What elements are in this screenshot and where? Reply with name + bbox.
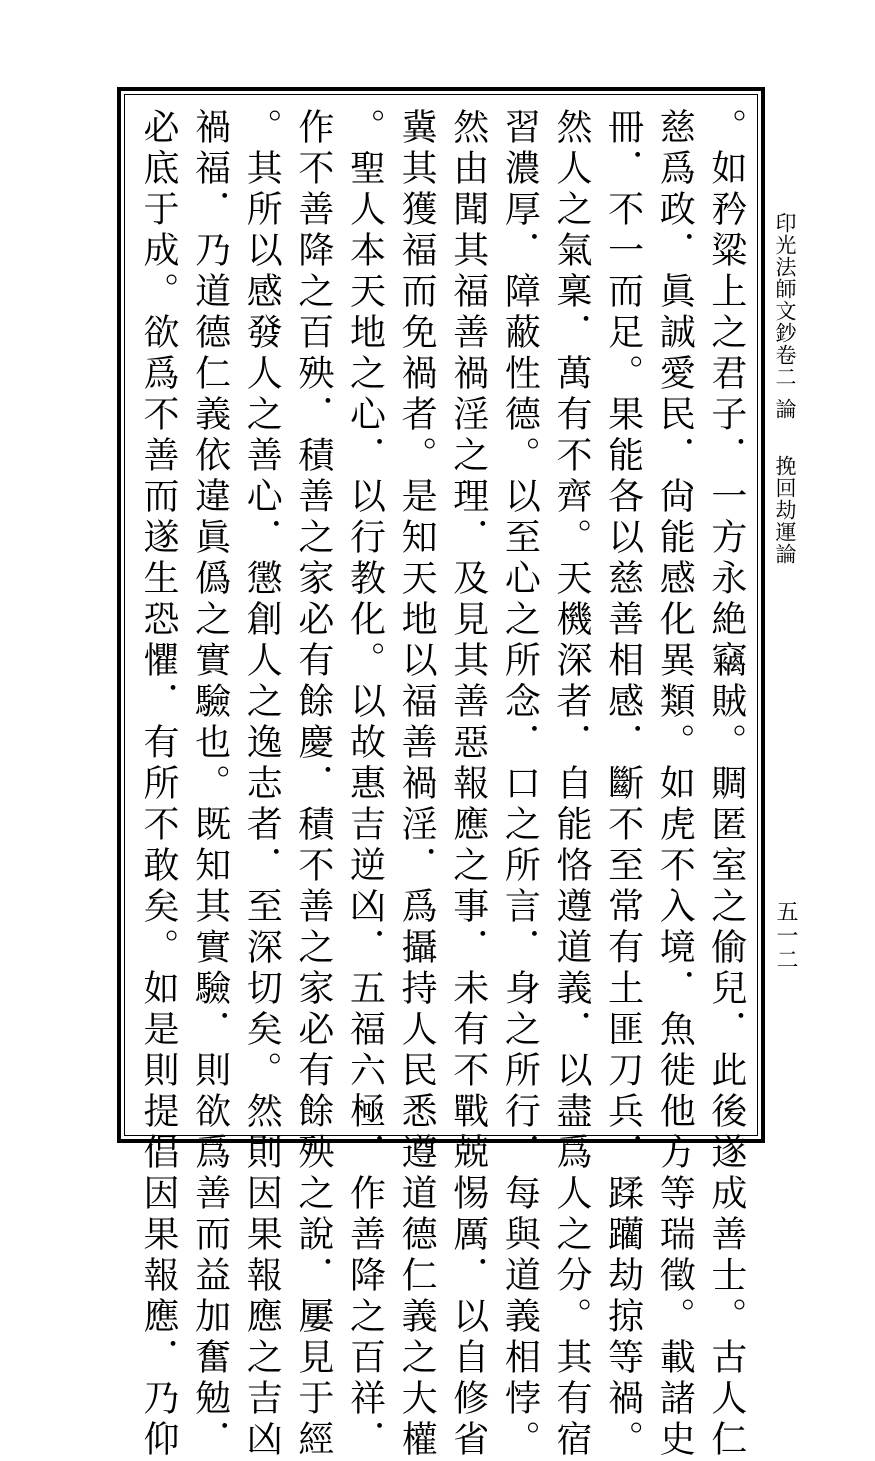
text-column: 然人之氣稟．萬有不齊。天機深者．自能恪遵道義．以盡爲人之分。其有宿 <box>551 108 592 1461</box>
text-column: 。其所以感發人之善心．懲創人之逸志者．至深切矣。然則因果報應之吉凶 <box>241 108 283 1461</box>
page-number: 五一二 <box>773 900 798 972</box>
text-column: 冊．不一而足。果能各以慈善相感．斷不至常有土匪刀兵．蹂躪劫掠等禍。 <box>602 108 644 1461</box>
text-column: 冀其獲福而免禍者。是知天地以福善禍淫．爲攝持人民悉遵道德仁義之大權 <box>396 108 438 1461</box>
text-column: 慈爲政．眞誠愛民．尙能感化異類。如虎不入境．魚徙他方等瑞徵。載諸史 <box>654 108 696 1461</box>
text-column: 習濃厚．障蔽性德。以至心之所念．口之所言．身之所行．每與道義相悖。 <box>499 108 541 1461</box>
text-column: 。聖人本天地之心．以行教化。以故惠吉逆凶．五福六極．作善降之百祥． <box>344 108 386 1461</box>
text-column: 作不善降之百殃．積善之家必有餘慶．積不善之家必有餘殃之說．屢見于經 <box>292 108 334 1461</box>
text-column: 禍福．乃道德仁義依違眞僞之實驗也。既知其實驗．則欲爲善而益加奮勉． <box>189 108 231 1461</box>
text-column: 必底于成。欲爲不善而遂生恐懼．有所不敢矣。如是則提倡因果報應．乃仰 <box>138 108 179 1461</box>
body-text <box>136 108 748 1461</box>
book-title: 印光法師文鈔卷二 <box>773 212 797 388</box>
text-column: 然由聞其福善禍淫之理．及見其善惡報應之事．未有不戰兢惕厲．以自修省 <box>447 108 489 1461</box>
section-label: 論 <box>773 398 797 419</box>
article-title: 挽回劫運論 <box>773 455 797 565</box>
text-column: 。如矜粱上之君子．一方永絶竊賊。賙匿室之偷兒．此後遂成善士。古人仁 <box>705 108 747 1461</box>
